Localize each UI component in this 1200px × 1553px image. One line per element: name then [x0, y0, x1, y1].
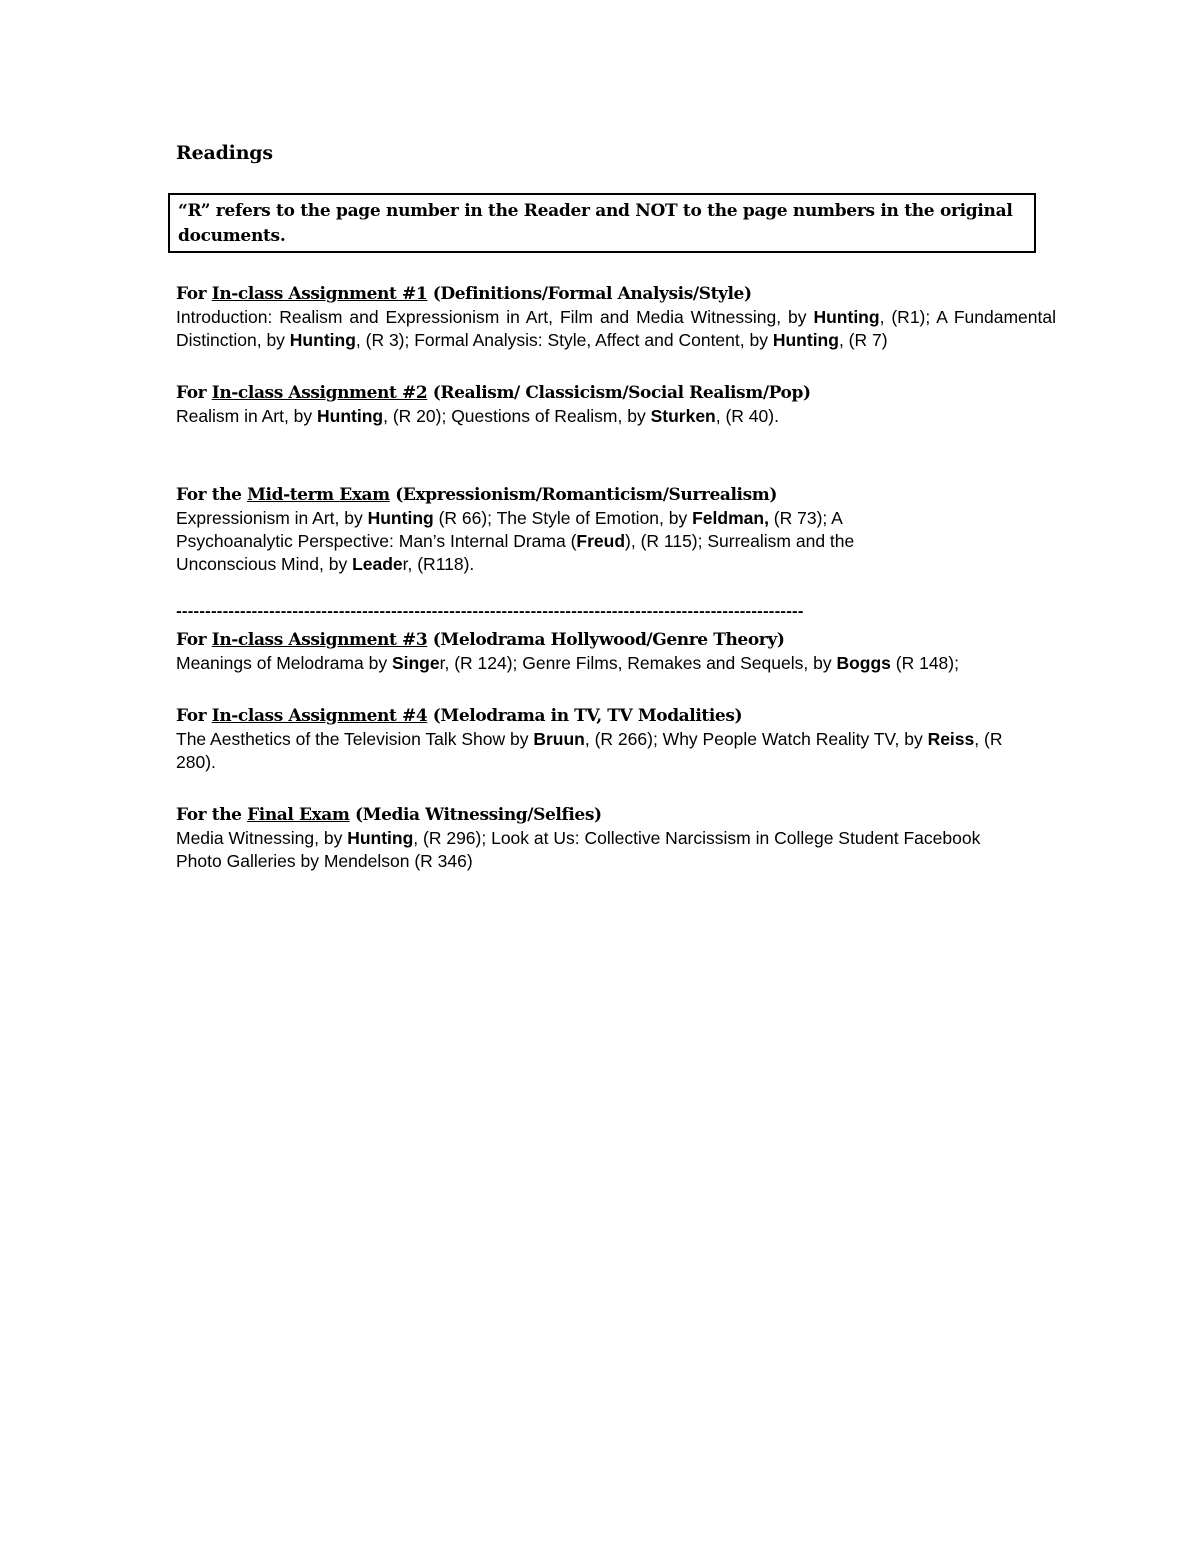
section-final-exam: [176, 803, 1056, 873]
reading-text: , (R 296); Look at Us: Collective Narcissism in College Student Facebook Photo Galleries by Mendelson (R 346): [176, 828, 981, 871]
reading-text: , (R 7): [838, 330, 888, 350]
section-assignment-3: [176, 628, 1056, 675]
heading-prefix: For the: [176, 485, 248, 505]
heading-prefix: For: [176, 383, 212, 403]
section-midterm-exam: [176, 483, 1056, 576]
heading-topic: (Melodrama in TV, TV Modalities): [427, 706, 743, 726]
heading-prefix: For: [176, 706, 212, 726]
author-name: Hunting: [772, 330, 839, 350]
reading-text: (R 148);: [890, 653, 959, 673]
section-readings: [176, 728, 1026, 774]
reading-text: r, (R 124); Genre Films, Remakes and Sequels, by: [439, 653, 837, 673]
section-readings: [176, 405, 1056, 428]
reading-text: , (R 266); Why People Watch Reality TV, by: [584, 729, 928, 749]
author-name: Leade: [352, 554, 403, 574]
author-name: Sturken: [650, 406, 716, 426]
reading-text: , (R1); A Fundamental Distinction, by: [176, 307, 1056, 350]
author-name: Freud: [576, 531, 626, 551]
section-heading: [176, 483, 1056, 507]
heading-topic: (Melodrama Hollywood/Genre Theory): [427, 630, 785, 650]
section-heading: [176, 628, 1056, 652]
heading-topic: (Realism/ Classicism/Social Realism/Pop): [427, 383, 811, 403]
reading-text: ), (R 115); Surrealism and the Unconscious Mind, by: [176, 531, 855, 574]
heading-topic: (Definitions/Formal Analysis/Style): [427, 284, 752, 304]
page-title: Readings: [176, 142, 273, 164]
heading-exam-link: Final Exam: [247, 805, 350, 825]
reading-text: (R 73); A Psychoanalytic Perspective: Man’s Internal Drama (: [176, 508, 842, 551]
section-heading: [176, 803, 1056, 827]
heading-assignment-link: In-class Assignment #4: [211, 706, 428, 726]
section-assignment-2: [176, 381, 1056, 428]
author-name: Hunting: [367, 508, 434, 528]
section-readings: [176, 827, 1006, 873]
heading-prefix: For: [176, 284, 212, 304]
reading-text: Realism in Art, by: [176, 406, 318, 426]
section-readings: [176, 306, 1056, 352]
heading-assignment-link: In-class Assignment #2: [211, 383, 428, 403]
section-heading: [176, 282, 1056, 306]
reading-text: Media Witnessing, by: [176, 828, 348, 848]
heading-assignment-link: In-class Assignment #3: [211, 630, 428, 650]
reading-text: , (R 40).: [715, 406, 779, 426]
section-heading: [176, 381, 1056, 405]
reading-text: Introduction: Realism and Expressionism in Art, Film and Media Witnessing, by: [176, 307, 814, 327]
heading-topic: (Expressionism/Romanticism/Surrealism): [389, 485, 778, 505]
readings-page: [176, 142, 1056, 873]
reader-page-note-box: [168, 193, 1036, 253]
author-name: Hunting: [813, 307, 880, 327]
heading-exam-link: Mid-term Exam: [247, 485, 390, 505]
section-assignment-4: [176, 704, 1056, 774]
heading-assignment-link: In-class Assignment #1: [211, 284, 428, 304]
author-name: Reiss: [927, 729, 975, 749]
reading-text: , (R 280).: [176, 729, 1003, 772]
heading-prefix: For the: [176, 805, 248, 825]
section-heading: [176, 704, 1056, 728]
reading-text: r, (R118).: [402, 554, 475, 574]
reading-text: , (R 3); Formal Analysis: Style, Affect and Content, by: [355, 330, 773, 350]
author-name: Boggs: [836, 653, 891, 673]
author-name: Hunting: [347, 828, 414, 848]
reader-page-note: “R” refers to the page number in the Reader and NOT to the page numbers in the original documents.: [178, 201, 1013, 246]
author-name: Bruun: [533, 729, 585, 749]
author-name: Hunting: [289, 330, 356, 350]
reading-text: The Aesthetics of the Television Talk Show by: [176, 729, 534, 749]
author-name: Singe: [391, 653, 440, 673]
author-name: Hunting: [317, 406, 384, 426]
section-assignment-1: [176, 282, 1056, 352]
dashed-divider: ------------------------------------------------------------------------------------------------------------: [176, 604, 804, 620]
reading-text: (R 66); The Style of Emotion, by: [433, 508, 693, 528]
reading-text: Expressionism in Art, by: [176, 508, 368, 528]
author-name: Feldman,: [692, 508, 769, 528]
section-readings: [176, 507, 946, 576]
heading-topic: (Media Witnessing/Selfies): [349, 805, 602, 825]
section-readings: [176, 652, 1016, 675]
reading-text: Meanings of Melodrama by: [176, 653, 392, 673]
heading-prefix: For: [176, 630, 212, 650]
reading-text: , (R 20); Questions of Realism, by: [383, 406, 651, 426]
